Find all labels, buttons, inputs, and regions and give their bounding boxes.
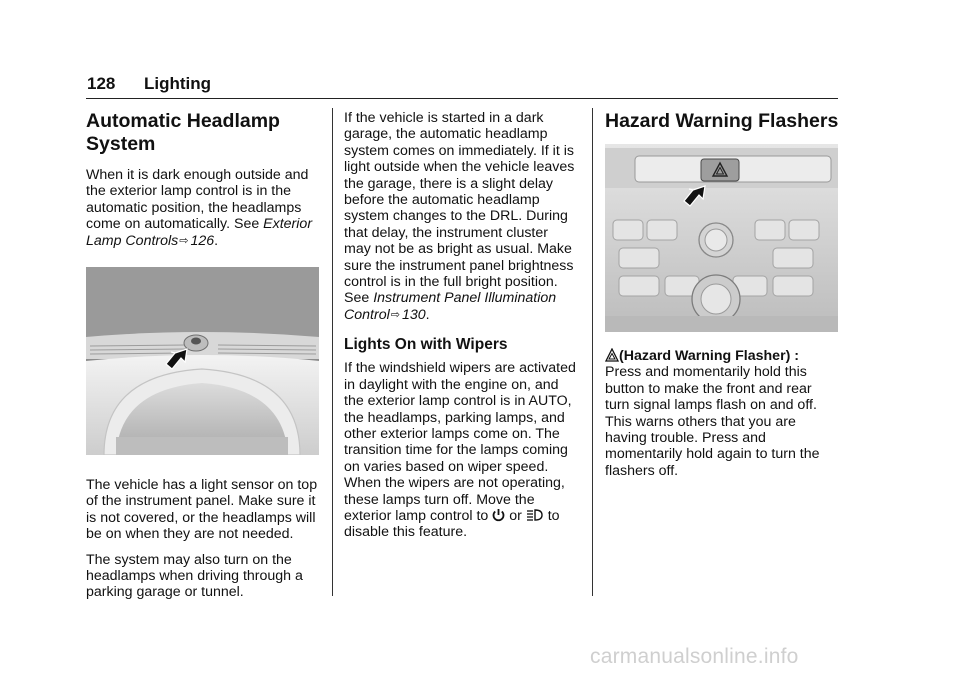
heading-lights-on-with-wipers: Lights On with Wipers <box>344 336 508 354</box>
heading-automatic-headlamp: Automatic Headlamp System <box>86 110 280 155</box>
xref-instrument-panel-illumination[interactable]: Instrument Panel Illumination Control⇨ 130 <box>344 290 557 323</box>
page-number: 128 <box>87 74 116 93</box>
watermark: carmanualsonline.info <box>590 645 799 668</box>
column-3 <box>605 110 839 488</box>
xref-arrow-icon: ⇨ <box>179 234 189 247</box>
hazard-triangle-icon <box>605 348 619 362</box>
xref-exterior-lamp-controls[interactable]: Exterior Lamp Controls⇨ 126 <box>86 216 313 249</box>
power-off-icon <box>492 508 505 522</box>
hazard-button-illustration <box>605 144 838 332</box>
page-header <box>86 72 838 99</box>
auto-lamp-icon <box>526 508 544 522</box>
column-divider-1 <box>332 108 333 596</box>
xref-arrow-icon: ⇨ <box>390 308 400 321</box>
paragraph-wipers: If the windshield wipers are activated in daylight with the engine on, and the exterior lamp control is in AUTO, the headlamps, parking lamps, and other exterior lamps come on. The transition time for the lamps coming on varies based on wiper speed. When the wipers are not operating, these lamps turn off. Move the exterior lamp control to or to disable this feature. <box>344 360 576 541</box>
heading-hazard-warning-flashers: Hazard Warning Flashers <box>605 110 839 132</box>
hazard-label: (Hazard Warning Flasher) : <box>619 348 799 364</box>
hazard-description: Press and momentarily hold this button to make the front and rear turn signal lamps flash on and off. This warns others that you are having trouble. Press and momentarily hold again to turn the flashers off. <box>605 364 820 479</box>
paragraph-dark-garage: If the vehicle is started in a dark garage, the automatic headlamp system comes on immediately. If it is light outside when the vehicle leaves the garage, there is a slight delay before the automatic headlamp system changes to the DRL. During that delay, the instrument cluster may not be as bright as usual. Make sure the instrument panel brightness control is in the full bright position. See Instrument Panel Illumination Control⇨ 130. <box>344 110 575 323</box>
section-title: Lighting <box>144 74 212 93</box>
column-divider-2 <box>592 108 593 596</box>
paragraph-garage-tunnel: The system may also turn on the headlamps when driving through a parking garage or tunnel. <box>86 551 303 601</box>
column-2 <box>344 110 578 550</box>
light-sensor-illustration <box>86 267 319 455</box>
column-1 <box>86 110 320 610</box>
paragraph-light-sensor: The vehicle has a light sensor on top of the instrument panel. Make sure it is not covered, or the headlamps will be on when they are not needed. <box>86 477 318 543</box>
paragraph-automatic-intro: When it is dark enough outside and the exterior lamp control is in the automatic position, the headlamps come on automatically. See Exterior Lamp Controls⇨ 126. <box>86 167 313 249</box>
paragraph-hazard <box>605 348 839 479</box>
